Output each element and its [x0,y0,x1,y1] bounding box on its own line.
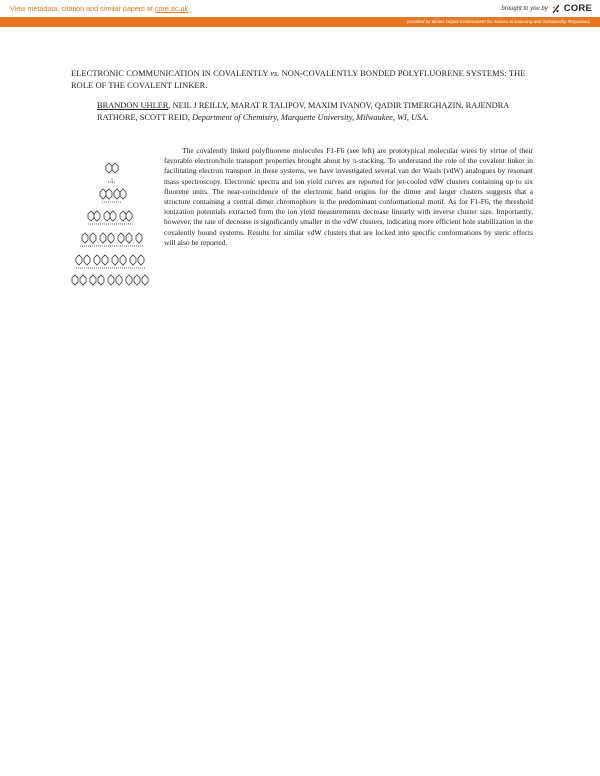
coauthors: , NEIL J REILLY, MARAT R TALIPOV, MAXIM IVANOV, QADIR TIMERGHAZIN, RAJENDRA RATHORE, SCOTT REID, [97,101,509,123]
core-logo-icon [551,4,561,14]
affiliation: Department of Chemistry, Marquette University, Milwaukee, WI, USA [192,113,427,123]
fluorene-f3 [88,211,134,224]
provided-by-text: provided by Illinois Digital Environment for Access to Learning and Scholarship Repository [406,19,590,24]
core-logo-text: CORE [563,3,592,14]
view-metadata-text: View metadata, citation and similar papers at [10,4,155,13]
brought-text: brought to you by [501,5,548,12]
core-provider-bar [0,17,600,27]
title-part-1: ELECTRONIC COMMUNICATION IN COVALENTLY [71,69,269,78]
view-metadata-line [10,4,188,13]
fluorene-f6 [72,275,148,285]
fluorene-f5 [76,255,146,268]
brought-to-you[interactable] [501,3,592,14]
fluorene-f1 [106,163,118,184]
presenting-author: BRANDON UHLER [97,101,169,110]
fluorene-f2 [100,189,126,202]
paper-title [71,68,533,93]
title-part-2: NON-COVALENTLY BONDED POLYFLUORENE SYSTEMS: THE ROLE OF THE COVALENT LINKER. [71,69,526,91]
core-link[interactable]: core.ac.uk [154,4,189,13]
polyfluorene-structures-figure [70,158,154,288]
fluorene-f4 [80,233,144,246]
affiliation-end: . [426,113,429,123]
author-list [97,100,533,125]
abstract-text: The covalently linked polyfluorene molecules F1-F6 (see left) are prototypical molecular wires by virtue of their favorable electron/hole transport properties brought about by π-stacking. To understand the role of the covalent linker in facilitating electron transport in these systems, we have investigated several van der Waals (vdW) analogues by resonant mass spectroscopy. Electronic spectra and ion yield curves are reported for jet-cooled vdW clusters containing up to six fluorene units. The near-coincidence of the electronic band origins for the dimer and larger clusters suggests that a structure containing a central dimer chromophore is the predominant conformational motif. As for F1-F6, the threshold ionization potentials extracted from the ion yield measurements decrease linearly with inverse cluster size. Importantly, however, the rate of decrease is significantly smaller in the vdW clusters, indicating more efficient hole stabilization in the covalently bound systems. Results for similar vdW clusters that are locked into specific conformations by steric effects will also be reported. [164,146,533,247]
title-vs: vs. [270,69,280,78]
core-header [0,0,600,16]
